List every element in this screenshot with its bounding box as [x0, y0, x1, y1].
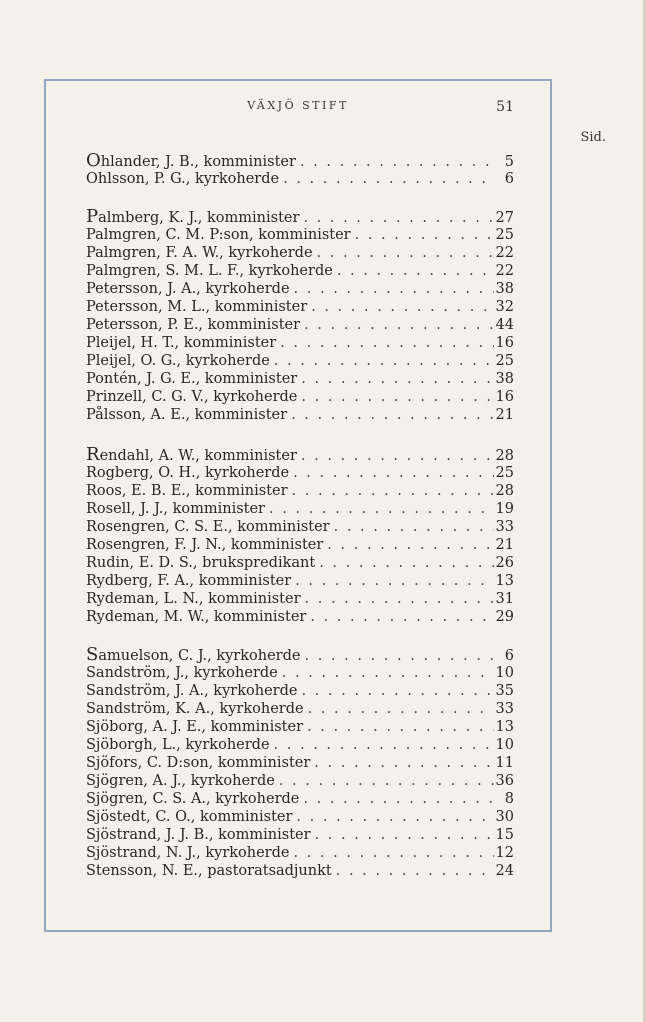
dot-leader	[300, 316, 494, 334]
index-entry	[86, 244, 514, 262]
entry-name-text: Rydeman, L. N., komminister	[86, 591, 301, 607]
entry-name-text: Pleijel, O. G., kyrkoherde	[86, 353, 270, 369]
entry-name	[86, 370, 297, 388]
index-entry	[86, 170, 514, 188]
dot-leader	[289, 464, 494, 482]
dot-leader	[301, 590, 494, 608]
entry-page-number: 12	[495, 845, 514, 861]
index-entry	[86, 772, 514, 790]
entry-page-number: 22	[495, 263, 514, 279]
entry-name	[86, 536, 323, 554]
group-initial-letter: R	[86, 446, 100, 464]
entry-name-text: Stensson, N. E., pastoratsadjunkt	[86, 863, 332, 879]
entry-name	[86, 334, 276, 352]
entry-name	[86, 772, 275, 790]
entry-name	[86, 280, 290, 298]
index-entry	[86, 682, 514, 700]
dot-leader	[297, 447, 494, 464]
entry-name	[86, 406, 287, 424]
entry-page-number: 35	[495, 683, 514, 699]
entry-name-text: Rydberg, F. A., komminister	[86, 573, 292, 589]
index-entry	[86, 844, 514, 862]
dot-leader	[289, 844, 494, 862]
entry-name	[86, 170, 279, 188]
page-number: 51	[496, 99, 514, 115]
entry-name	[86, 208, 299, 226]
group-initial-letter: S	[86, 646, 99, 664]
entry-page-number: 44	[495, 317, 514, 333]
index-entry	[86, 316, 514, 334]
dot-leader	[330, 518, 494, 536]
entry-page-number: 22	[495, 245, 514, 261]
index-entry	[86, 718, 514, 736]
dot-leader	[310, 754, 494, 772]
letter-group	[86, 152, 514, 188]
index-entry	[86, 700, 514, 718]
entry-page-number: 32	[495, 299, 514, 315]
entry-name-text: Pleijel, H. T., komminister	[86, 335, 277, 351]
entry-page-number: 25	[495, 227, 514, 243]
dot-leader	[291, 572, 494, 590]
group-initial-letter: P	[86, 208, 99, 226]
dot-leader	[292, 808, 494, 826]
index-entry	[86, 646, 514, 664]
index-entry	[86, 536, 514, 554]
entry-page-number: 6	[504, 648, 514, 664]
entry-name	[86, 700, 304, 718]
letter-group	[86, 446, 514, 626]
running-head	[44, 99, 552, 117]
entry-name	[86, 554, 315, 572]
entry-page-number: 21	[495, 537, 514, 553]
entry-name	[86, 862, 332, 880]
entry-page-number: 29	[495, 609, 514, 625]
entry-name	[86, 646, 300, 664]
entry-name	[86, 446, 297, 464]
entry-name-text: Sandström, J., kyrkoherde	[86, 665, 278, 681]
entry-name	[86, 736, 270, 754]
entry-page-number: 15	[495, 827, 514, 843]
name-index-list	[86, 152, 514, 900]
entry-name	[86, 754, 310, 772]
index-entry	[86, 446, 514, 464]
dot-leader	[304, 700, 494, 718]
entry-page-number: 30	[495, 809, 514, 825]
index-entry	[86, 152, 514, 170]
entry-name-text: Rosengren, F. J. N., komminister	[86, 537, 324, 553]
entry-name	[86, 464, 289, 482]
entry-name-text: Rudin, E. D. S., brukspredikant	[86, 555, 316, 571]
dot-leader	[287, 406, 494, 424]
entry-name-text: Petersson, M. L., komminister	[86, 299, 308, 315]
entry-page-number: 25	[495, 465, 514, 481]
index-entry	[86, 790, 514, 808]
dot-leader	[303, 718, 494, 736]
entry-page-number: 36	[495, 773, 514, 789]
dot-leader	[299, 209, 494, 226]
entry-name	[86, 518, 330, 536]
index-entry	[86, 370, 514, 388]
entry-name-text: Sjögren, A. J., kyrkoherde	[86, 773, 275, 789]
entry-page-number: 26	[495, 555, 514, 571]
entry-page-number: 19	[495, 501, 514, 517]
index-entry	[86, 298, 514, 316]
dot-leader	[265, 500, 494, 518]
entry-name-text: Sjöstedt, C. O., komminister	[86, 809, 293, 825]
entry-name-text: Roos, E. B. E., komminister	[86, 483, 288, 499]
entry-page-number: 25	[495, 353, 514, 369]
entry-page-number: 8	[504, 791, 514, 807]
letter-group	[86, 646, 514, 880]
entry-name-text: Petersson, J. A., kyrkoherde	[86, 281, 290, 297]
index-entry	[86, 826, 514, 844]
entry-page-number: 10	[495, 737, 514, 753]
index-entry	[86, 518, 514, 536]
entry-name	[86, 244, 313, 262]
dot-leader	[276, 334, 494, 352]
entry-name	[86, 808, 292, 826]
dot-leader	[297, 370, 494, 388]
entry-name-text: Pontén, J. G. E., komminister	[86, 371, 298, 387]
entry-name	[86, 826, 311, 844]
index-entry	[86, 406, 514, 424]
dot-leader	[300, 647, 494, 664]
group-initial-letter: O	[86, 152, 101, 170]
dot-leader	[313, 244, 494, 262]
index-entry	[86, 464, 514, 482]
index-entry	[86, 352, 514, 370]
entry-name-text: Rosell, J. J., komminister	[86, 501, 265, 517]
entry-name-text: Sjöstrand, N. J., kyrkoherde	[86, 845, 290, 861]
dot-leader	[351, 226, 494, 244]
entry-name-text: hlander, J. B., komminister	[100, 154, 296, 170]
entry-name	[86, 682, 297, 700]
dot-leader	[296, 153, 494, 170]
dot-leader	[297, 682, 494, 700]
entry-name	[86, 500, 265, 518]
entry-page-number: 13	[495, 573, 514, 589]
entry-name	[86, 572, 291, 590]
entry-page-number: 21	[495, 407, 514, 423]
entry-name-text: Sjögren, C. S. A., kyrkoherde	[86, 791, 300, 807]
entry-name-text: Sjöstrand, J. J. B., komminister	[86, 827, 311, 843]
entry-page-number: 10	[495, 665, 514, 681]
entry-name-text: amuelson, C. J., kyrkoherde	[98, 648, 301, 664]
dot-leader	[290, 280, 494, 298]
entry-name-text: almberg, K. J., komminister	[98, 210, 300, 226]
entry-page-number: 33	[495, 701, 514, 717]
entry-name-text: Pålsson, A. E., komminister	[86, 407, 288, 423]
entry-name	[86, 844, 289, 862]
dot-leader	[333, 262, 494, 280]
entry-name	[86, 262, 333, 280]
entry-name	[86, 316, 300, 334]
entry-name	[86, 664, 278, 682]
entry-page-number: 11	[495, 755, 514, 771]
entry-page-number: 5	[504, 154, 514, 170]
index-entry	[86, 208, 514, 226]
entry-name	[86, 152, 296, 170]
entry-name	[86, 790, 299, 808]
entry-page-number: 33	[495, 519, 514, 535]
entry-name-text: Rogberg, O. H., kyrkoherde	[86, 465, 290, 481]
letter-group	[86, 208, 514, 424]
entry-name-text: Sandström, K. A., kyrkoherde	[86, 701, 304, 717]
dot-leader	[270, 352, 494, 370]
index-entry	[86, 608, 514, 626]
dot-leader	[332, 862, 494, 880]
index-entry	[86, 862, 514, 880]
entry-page-number: 28	[495, 483, 514, 499]
entry-page-number: 16	[495, 389, 514, 405]
index-entry	[86, 808, 514, 826]
entry-name-text: Prinzell, C. G. V., kyrkoherde	[86, 389, 298, 405]
entry-page-number: 28	[495, 448, 514, 464]
entry-name-text: Rydeman, M. W., komminister	[86, 609, 307, 625]
index-entry	[86, 262, 514, 280]
index-entry	[86, 280, 514, 298]
index-entry	[86, 482, 514, 500]
entry-name	[86, 298, 307, 316]
entry-name-text: Rosengren, C. S. E., komminister	[86, 519, 330, 535]
index-entry	[86, 226, 514, 244]
index-entry	[86, 736, 514, 754]
entry-name-text: Palmgren, C. M. P:son, komminister	[86, 227, 351, 243]
dot-leader	[279, 170, 494, 188]
dot-leader	[311, 826, 494, 844]
index-entry	[86, 388, 514, 406]
dot-leader	[288, 482, 494, 500]
dot-leader	[297, 388, 494, 406]
entry-name-text: Ohlsson, P. G., kyrkoherde	[86, 171, 280, 187]
index-entry	[86, 754, 514, 772]
entry-name-text: Sjöfors, C. D:son, komminister	[86, 755, 311, 771]
entry-name	[86, 718, 303, 736]
index-entry	[86, 590, 514, 608]
dot-leader	[270, 736, 494, 754]
dot-leader	[278, 664, 494, 682]
entry-page-number: 31	[495, 591, 514, 607]
entry-page-number: 24	[495, 863, 514, 879]
dot-leader	[306, 608, 494, 626]
index-entry	[86, 554, 514, 572]
entry-name	[86, 608, 306, 626]
dot-leader	[315, 554, 494, 572]
entry-name	[86, 352, 270, 370]
entry-name	[86, 226, 351, 244]
dot-leader	[275, 772, 494, 790]
entry-page-number: 27	[495, 210, 514, 226]
entry-name-text: Petersson, P. E., komminister	[86, 317, 301, 333]
entry-name-text: Sandström, J. A., kyrkoherde	[86, 683, 298, 699]
dot-leader	[323, 536, 494, 554]
entry-name-text: Sjöborg, A. J. E., komminister	[86, 719, 304, 735]
entry-page-number: 38	[495, 281, 514, 297]
entry-name	[86, 482, 288, 500]
entry-name-text: Palmgren, S. M. L. F., kyrkoherde	[86, 263, 333, 279]
page-column-label: Sid.	[580, 130, 606, 145]
entry-name	[86, 388, 297, 406]
entry-name-text: endahl, A. W., komminister	[99, 448, 297, 464]
running-title: VÄXJÖ STIFT	[247, 99, 349, 112]
index-entry	[86, 500, 514, 518]
index-entry	[86, 572, 514, 590]
entry-name-text: Palmgren, F. A. W., kyrkoherde	[86, 245, 313, 261]
dot-leader	[299, 790, 494, 808]
index-entry	[86, 664, 514, 682]
entry-page-number: 38	[495, 371, 514, 387]
dot-leader	[307, 298, 494, 316]
entry-page-number: 16	[495, 335, 514, 351]
entry-page-number: 13	[495, 719, 514, 735]
entry-name	[86, 590, 301, 608]
index-entry	[86, 334, 514, 352]
entry-name-text: Sjöborgh, L., kyrkoherde	[86, 737, 270, 753]
entry-page-number: 6	[504, 171, 514, 187]
